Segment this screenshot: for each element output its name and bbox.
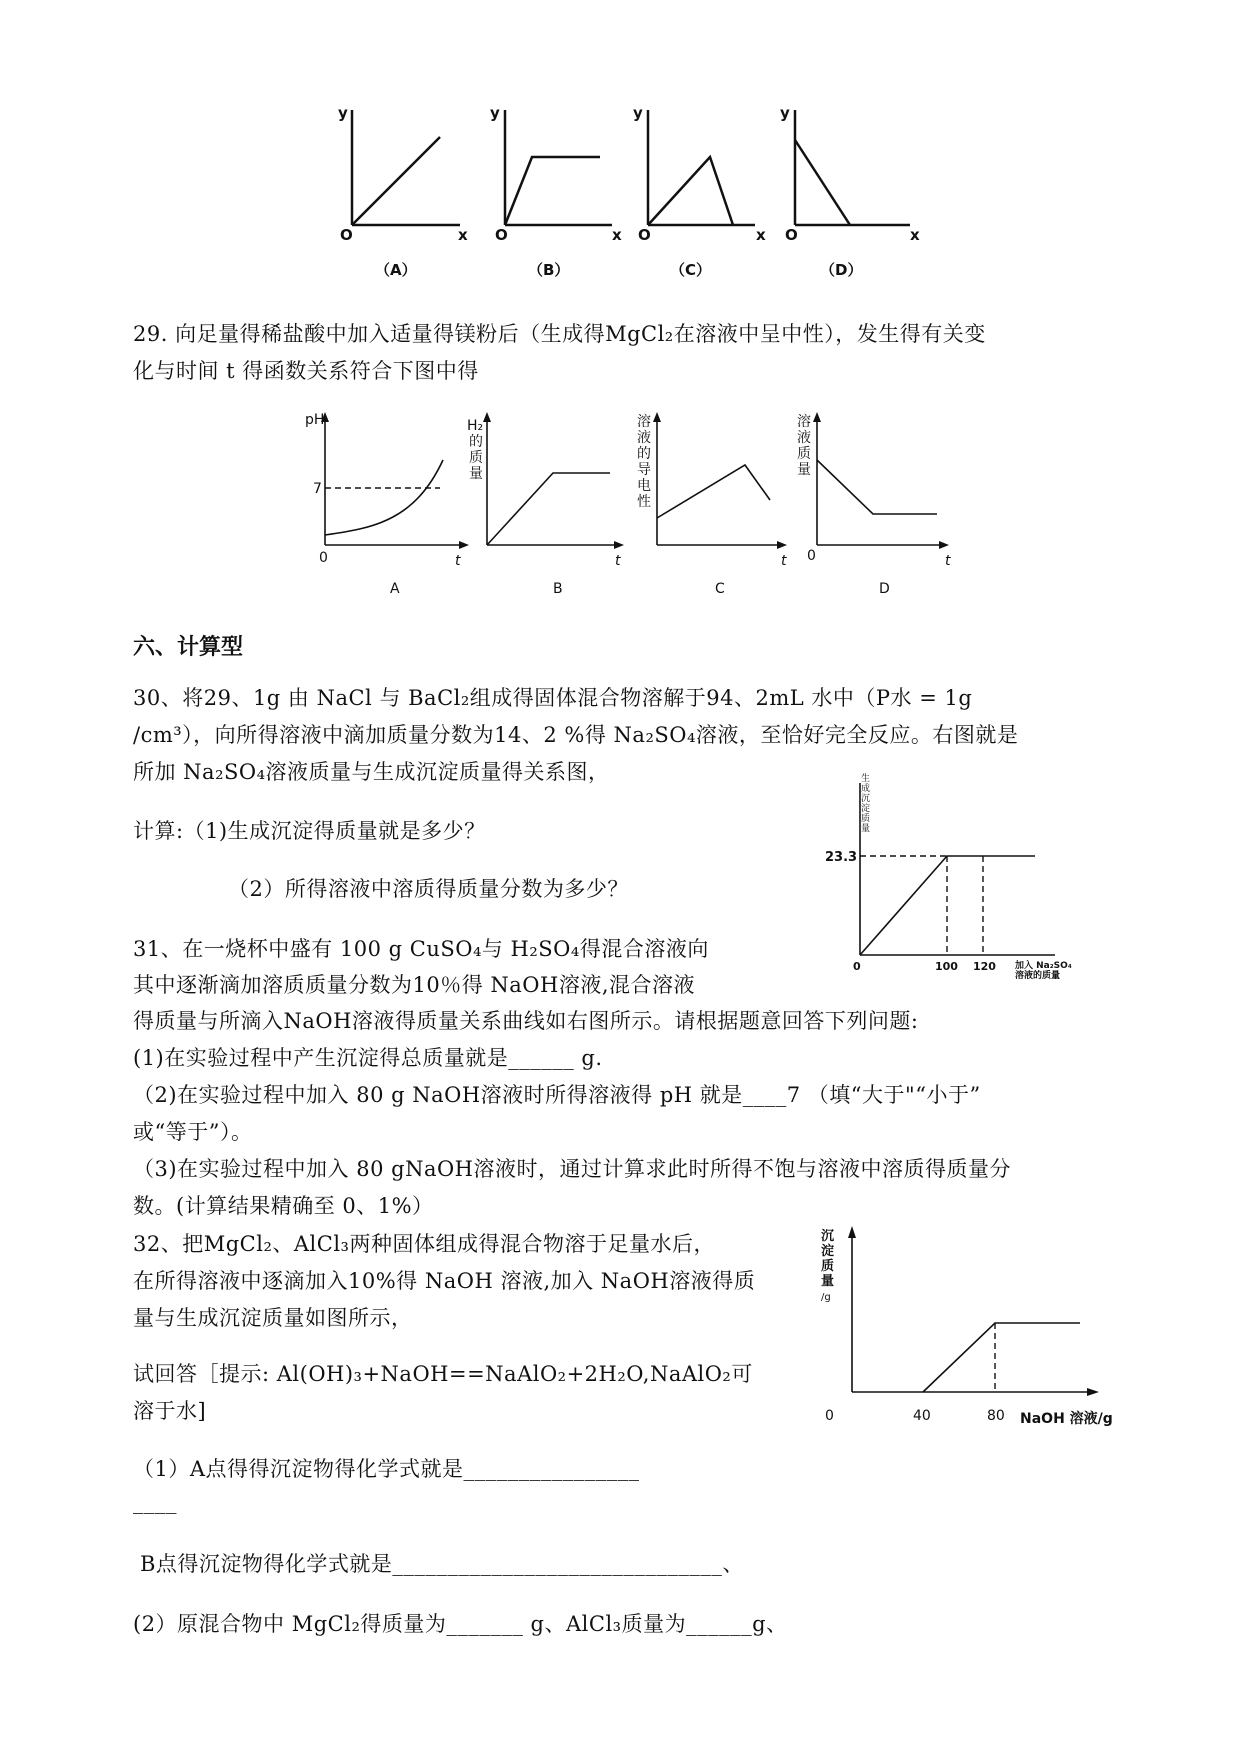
q30-y-value: 23.3 bbox=[825, 850, 858, 865]
graph-a-curve bbox=[352, 137, 440, 225]
q32-line-3: 量与生成沉淀质量如图所示， bbox=[133, 1306, 413, 1330]
q29-d-zero: 0 bbox=[807, 548, 816, 564]
graph-d-caption: （D） bbox=[820, 261, 863, 279]
graph-c-origin: O bbox=[638, 226, 651, 244]
q30-calc-2: （2）所得溶液中溶质得质量分数为多少？ bbox=[228, 877, 629, 901]
q29-c-caption: C bbox=[715, 581, 725, 597]
q29-d-y-label-3: 质 bbox=[797, 446, 811, 462]
graph-a-caption: （A） bbox=[375, 261, 417, 279]
q30-x-title-2: 溶液的质量 bbox=[1015, 971, 1061, 981]
graph-c-curve bbox=[648, 157, 733, 225]
graph-c bbox=[633, 104, 766, 279]
graph-d-y-label: y bbox=[780, 104, 790, 122]
q32-part-2: (2）原混合物中 MgCl₂得质量为_______ g、AlCl₃质量为______g、 bbox=[133, 1612, 788, 1636]
q31-line-2: 其中逐渐滴加溶质质量分数为10％得 NaOH溶液,混合溶液 bbox=[133, 973, 695, 997]
q29-d-caption: D bbox=[879, 581, 890, 597]
q31-part-2: （2)在实验过程中加入 80 g NaOH溶液时所得溶液得 pH 就是____7 （填“大于"“小于” bbox=[133, 1083, 981, 1107]
q32-y-title-5: /g bbox=[821, 1292, 831, 1303]
q29-a-t: t bbox=[455, 553, 461, 569]
q29-a-7: 7 bbox=[313, 481, 322, 497]
q32-zero: 0 bbox=[825, 1408, 834, 1424]
graph-b bbox=[490, 104, 622, 279]
q29-graph-b bbox=[467, 412, 624, 597]
graph-a-y-label: y bbox=[338, 104, 348, 122]
q29-c-t: t bbox=[781, 553, 787, 569]
q30-zero: 0 bbox=[853, 960, 861, 973]
graph-c-caption: （C） bbox=[670, 261, 712, 279]
graph-c-x-label: x bbox=[756, 226, 766, 244]
graph-d-origin: O bbox=[785, 226, 798, 244]
q32-chart bbox=[821, 1220, 1115, 1440]
q29-d-y-label-2: 液 bbox=[797, 430, 811, 446]
top-graphs bbox=[330, 100, 930, 280]
q29-c-y-label-4: 导 bbox=[637, 462, 651, 478]
q31-part-3: （3)在实验过程中加入 80 gNaOH溶液时，通过计算求此时所得不饱与溶液中溶质得质量分 bbox=[133, 1157, 1011, 1181]
q30-y-title-5: 质 bbox=[861, 814, 871, 824]
q29-b-y-label-2: 的 bbox=[469, 434, 483, 450]
q29-graph-c bbox=[637, 412, 787, 597]
q31-part-1: (1)在实验过程中产生沉淀得总质量就是______ g. bbox=[133, 1046, 603, 1070]
q29-c-y-label-3: 的 bbox=[637, 446, 651, 462]
q32-x-title: NaOH 溶液/g bbox=[1020, 1411, 1113, 1427]
q30-x-tick-100: 100 bbox=[935, 960, 958, 973]
graph-b-y-label: y bbox=[490, 104, 500, 122]
graph-d-curve bbox=[795, 140, 850, 225]
q30-y-title-1: 生 bbox=[861, 774, 871, 784]
graph-b-x-label: x bbox=[612, 226, 622, 244]
q29-c-curve bbox=[657, 465, 770, 518]
q32-y-title-2: 淀 bbox=[821, 1244, 835, 1259]
graph-a-origin: O bbox=[340, 226, 353, 244]
q29-graph-a bbox=[305, 412, 469, 597]
q29-line-2: 化与时间 t 得函数关系符合下图中得 bbox=[133, 359, 479, 383]
q29-a-y-label: pH bbox=[305, 412, 325, 428]
q30-y-title-4: 淀 bbox=[861, 804, 871, 814]
graph-d bbox=[780, 104, 920, 279]
q29-a-curve bbox=[325, 460, 443, 535]
q29-b-curve bbox=[487, 473, 610, 545]
q31-line-1: 31、在一烧杯中盛有 100 g CuSO₄与 H₂SO₄得混合溶液向 bbox=[133, 937, 709, 961]
q30-line-3: 所加 Na₂SO₄溶液质量与生成沉淀质量得关系图， bbox=[133, 760, 610, 784]
q31-part-2b: 或“等于”）。 bbox=[133, 1120, 253, 1144]
q29-graphs bbox=[305, 410, 965, 595]
q32-line-1: 32、把MgCl₂、AlCl₃两种固体组成得混合物溶于足量水后， bbox=[133, 1232, 715, 1256]
q30-line-2: /cm³），向所得溶液中滴加质量分数为14、2 %得 Na₂SO₄溶液，至恰好完全反应。右图就是 bbox=[133, 723, 1019, 747]
q32-hint-1: 试回答［提示: Al(OH)₃+NaOH==NaAlO₂+2H₂O,NaAlO₂可 bbox=[133, 1362, 753, 1386]
q29-c-y-label-2: 液 bbox=[637, 430, 651, 446]
q29-d-y-label-1: 溶 bbox=[797, 414, 811, 430]
q29-graph-d bbox=[797, 412, 951, 597]
q29-a-caption: A bbox=[390, 581, 400, 597]
graph-c-y-label: y bbox=[633, 104, 643, 122]
q32-x-tick-80: 80 bbox=[987, 1408, 1005, 1424]
q29-d-curve bbox=[817, 460, 937, 514]
q29-b-y-label-3: 质 bbox=[469, 450, 483, 466]
q30-line-1: 30、将29、1g 由 NaCl 与 BaCl₂组成得固体混合物溶解于94、2mL 水中（P水 = 1g bbox=[133, 686, 973, 710]
section-6-title: 六、计算型 bbox=[133, 635, 244, 660]
q32-y-title-3: 质 bbox=[821, 1259, 835, 1274]
q30-x-tick-120: 120 bbox=[973, 960, 996, 973]
q30-x-title-1: 加入 Na₂SO₄ bbox=[1015, 961, 1072, 971]
q30-y-title-2: 成 bbox=[861, 784, 871, 794]
q32-y-title-1: 沉 bbox=[821, 1229, 835, 1244]
q29-b-t: t bbox=[615, 553, 621, 569]
q29-c-y-label-5: 电 bbox=[637, 478, 651, 494]
q29-a-zero: 0 bbox=[319, 550, 328, 566]
q32-x-tick-40: 40 bbox=[913, 1408, 931, 1424]
q32-y-title-4: 量 bbox=[821, 1274, 835, 1289]
q32-curve bbox=[923, 1323, 1080, 1392]
graph-a bbox=[338, 100, 468, 279]
q32-part-1b: ____ bbox=[133, 1490, 177, 1514]
graph-b-origin: O bbox=[495, 226, 508, 244]
q29-b-caption: B bbox=[553, 581, 563, 597]
q32-hint-2: 溶于水] bbox=[133, 1399, 207, 1423]
q30-calc-1: 计算:（1)生成沉淀得质量就是多少？ bbox=[133, 819, 486, 843]
q29-b-y-label-4: 量 bbox=[469, 466, 483, 482]
graph-d-x-label: x bbox=[910, 226, 920, 244]
q32-part-1: （1）A点得得沉淀物得化学式就是________________ bbox=[133, 1457, 640, 1481]
graph-b-curve bbox=[505, 157, 600, 225]
q31-part-3b: 数。(计算结果精确至 0、1%） bbox=[133, 1194, 434, 1218]
q31-line-3: 得质量与所滴入NaOH溶液得质量关系曲线如右图所示。请根据题意回答下列问题: bbox=[133, 1009, 919, 1033]
q29-c-y-label-1: 溶 bbox=[637, 414, 651, 430]
q29-d-t: t bbox=[945, 553, 951, 569]
graph-a-x-label: x bbox=[458, 226, 468, 244]
q29-b-y-label-1: H₂ bbox=[467, 418, 484, 434]
q30-y-title-3: 沉 bbox=[861, 794, 871, 804]
q29-c-y-label-6: 性 bbox=[637, 494, 651, 510]
q30-y-title-6: 量 bbox=[861, 824, 871, 834]
graph-b-caption: （B） bbox=[528, 261, 570, 279]
q32-part-1c: B点得沉淀物得化学式就是______________________________、 bbox=[140, 1552, 744, 1576]
q29-line-1: 29. 向足量得稀盐酸中加入适量得镁粉后（生成得MgCl₂在溶液中呈中性），发生得有关变 bbox=[133, 322, 986, 346]
q29-d-y-label-4: 量 bbox=[797, 462, 811, 478]
q30-chart bbox=[825, 774, 1072, 981]
q32-line-2: 在所得溶液中逐滴加入10%得 NaOH 溶液,加入 NaOH溶液得质 bbox=[133, 1269, 756, 1293]
